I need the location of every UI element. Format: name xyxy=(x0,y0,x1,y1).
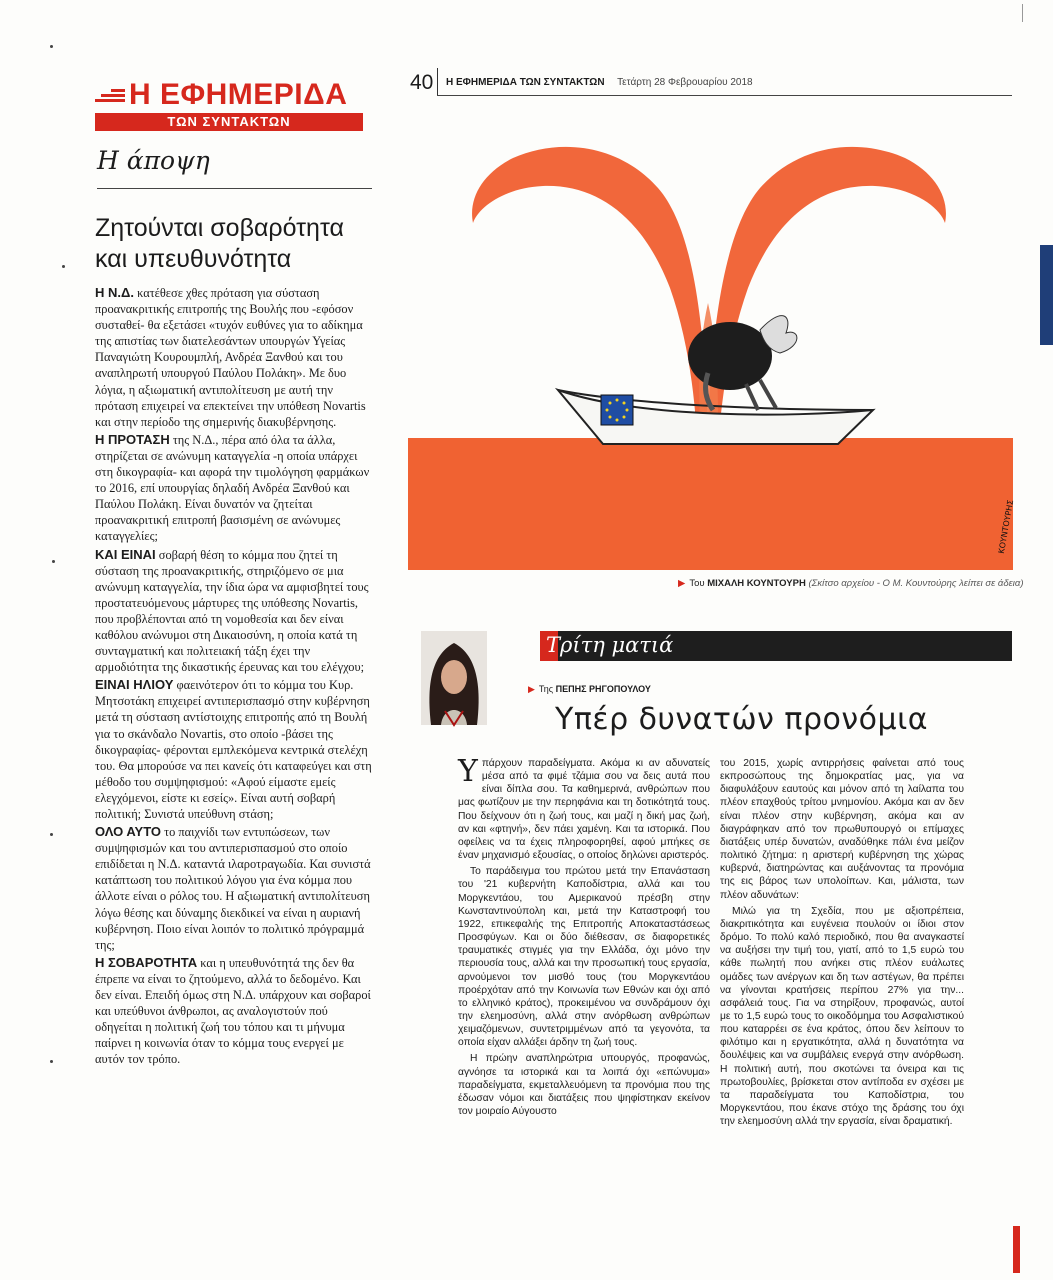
columnist-portrait xyxy=(421,631,487,725)
masthead-title xyxy=(95,78,363,112)
editorial-body xyxy=(95,285,375,1070)
page-header-date: Τετάρτη 28 Φεβρουαρίου 2018 xyxy=(617,77,753,88)
scan-dot xyxy=(62,265,65,268)
page-header-rule xyxy=(437,95,1012,96)
page-header-paper-name: Η ΕΦΗΜΕΡΙΔΑ ΤΩΝ ΣΥΝΤΑΚΤΩΝ xyxy=(446,77,605,88)
scan-dot xyxy=(52,560,55,563)
scan-dot xyxy=(50,833,53,836)
editorial-paragraph-lead: Η ΠΡΟΤΑΣΗ xyxy=(95,431,170,447)
editorial-paragraph xyxy=(95,955,375,1068)
column-headline: Υπέρ δυνατών προνόμια xyxy=(555,702,928,737)
column-name xyxy=(546,633,673,657)
byline-prefix: Της xyxy=(538,684,556,694)
page-edge-tab xyxy=(1040,245,1053,345)
scan-dot xyxy=(50,1060,53,1063)
column-dropcap: Υ xyxy=(458,754,478,789)
editorial-paragraph-lead: ΟΛΟ ΑΥΤΟ xyxy=(95,824,162,840)
cartoon-signature: ΚΟΥΝΤΟΥΡΗΣ xyxy=(996,499,1016,555)
column-paragraph xyxy=(458,754,710,862)
byline-author: ΠΕΠΗΣ ΡΗΓΟΠΟΥΛΟΥ xyxy=(555,684,651,694)
editorial-paragraph-lead: ΕΙΝΑΙ ΗΛΙΟΥ xyxy=(95,677,174,693)
column-paragraph: του 2015, χωρίς αντιρρήσεις φαίνεται από τους εκπροσώπους της δημοκρατίας μας, για να διαφυλάξουν εαυτούς και μόνον από τη λαίλαπα του πλέον επαχθούς τρίτου μνημονίου. Ακόμα και αν δεν είναι πλέον στην κυβέρνηση, ακόμα και αν διαγράφηκαν από τον πρωθυπουργό οι επίμαχες διατάξεις υπέρ δυνατών, αναδύθηκε πάλι ένα μείζον πολιτικό ζήτημα: η αριστερή κυβέρνηση της χώρας κυβερνά, διατηρώντας και αυξάνοντας τα προνόμια της εις βάρος των υπολοίπων. Και, μάλιστα, των πλέον αδυνάτων: xyxy=(720,758,964,901)
editorial-paragraph xyxy=(95,432,375,545)
editorial-paragraph-text: της Ν.Δ., πέρα από όλα τα άλλα, στηρίζεται σε ανώνυμη καταγγελία -η οποία υπάρχει στη δικογραφία- και αφορά την τιμολόγηση φαρμάκων το 2016, επί υπουργίας δηλαδή Ανδρέα Ξανθού και Παύλου Πολάκη. Είναι δυνατόν να ζητείται προανακριτική επιτροπή βασισμένη σε ανώνυμες καταγγελίες; xyxy=(95,432,370,544)
column-paragraph: Το παράδειγμα του πρώτου μετά την Επανάσταση του '21 κυβερνήτη Καποδίστρια, αλλά και του Μοργκεντάου, του Αμερικανού πρέσβη στην Κωνσταντινούπολη και, μετά την Καταστροφή του 1922, επικεφαλής της Επιτροπής Αποκαταστάσεως Προσφύγων. Και οι δύο διέθεσαν, σε διαφορετικές τραυματικές στιγμές για την Ελλάδα, όχι μόνο την περιουσία τους, αλλά και την προσωπική τους εργασία, αρνούμενοι τον μισθό τους (του Μοργκεντάου προέρχόταν από την Κοινωνία των Εθνών και όχι από το ελληνικό κράτος), προκειμένου να συνδράμουν όχι την ελεημοσύνη, αλλά στην ανόρθωση ανθρώπων χειμαζόμενων, συντετριμμένων από τα γεγονότα, τα οποία είχαν αλλάξει άρδην τη ζωή τους. xyxy=(458,866,710,1049)
masthead-title-text: Η ΕΦΗΜΕΡΙΔΑ xyxy=(129,78,348,111)
fountain-spray xyxy=(472,147,708,423)
page-number: 40 xyxy=(410,71,434,94)
column-paragraph-text: πάρχουν παραδείγματα. Ακόμα κι αν αδυνατείς μέσα από τα φιμέ τζάμια σου να δεις αυτά που είναι δίπλα σου. Τα καθημερινά, ανθρώπων που μας φωτίζουν με την περηφάνια και τη δοτικότητά τους. Που δείχνουν ότι η ζωή τους, και μαζί η δική μας ζωή, αν και «φτηνή», δεν πάει χαμένη. Και τα ιστορικά. Που οφείλεις να τα έχεις πληροφορηθεί, αφού μπήκες σε έναν μηχανισμό εξουσίας, ο οποίος δηλώνει αριστερός. xyxy=(458,758,710,862)
column-name-rest: ρίτη ματιά xyxy=(560,633,674,657)
caption-author: ΜΙΧΑΛΗ ΚΟΥΝΤΟΥΡΗ xyxy=(707,578,806,589)
page-corner-mark xyxy=(1022,4,1023,22)
column-text-right xyxy=(720,757,964,1131)
column-text-left xyxy=(458,754,710,1121)
page-header xyxy=(446,77,753,88)
caption-note: (Σκίτσο αρχείου - Ο Μ. Κουντούρης λείπει σε άδεια) xyxy=(805,578,1024,589)
column-paragraph: Μιλώ για τη Σχεδία, που με αξιοπρέπεια, διακριτικότητα και ευγένεια πουλούν οι ίδιοι στον δρόμο. Το πολύ καλό περιοδικό, που θα αναγκαστεί να αυξήσει την τιμή του, γιατί, από το 1,5 ευρώ του κάθε πωλητή που ανήκει στις πλέον ευάλωτες ομάδες των ανέργων και δη των αστέγων, θα πρέπει να γίνονται κρατήσεις περίπου 27% για την... ασφάλειά τους. Για να στηρίξουν, προφανώς, αυτοί με το 1,5 ευρώ τους το οικοδόμημα του Ασφαλιστικού που καταρρέει σε ένα κράτος, όπου δεν λείπουν το φιλότιμο και η εργατικότητα, αλλά η δυνατότητα να δουλέψεις και να συμβάλεις ενεργά στην ανόρθωση. Η πολιτική αυτή, που σκοτώνει τα όνειρα και τις πρωτοβουλίες, βρίσκεται στον αντίποδα εν σχέσει με τα παραδείγματα του Καποδίστρια, του Μοργκεντάου, που έκανε στόχο της δράσης του όχι την ελεημοσύνη αλλά την εργασία, είναι δραματική. xyxy=(720,905,964,1128)
editorial-paragraph xyxy=(95,677,375,822)
column-title-bar xyxy=(540,631,1012,661)
masthead-subtitle: ΤΩΝ ΣΥΝΤΑΚΤΩΝ xyxy=(95,113,363,131)
editorial-paragraph xyxy=(95,547,375,676)
column-byline xyxy=(528,684,651,695)
editorial-paragraph-text: και η υπευθυνότητά της δεν θα έπρεπε να είναι το ζητούμενο, αλλά το δεδομένο. Και δεν είναι. Επειδή όμως στη Ν.Δ. υπάρχουν και σοβαροί και υπεύθυνοι άνθρωποι, ας αναλογιστούν πού οδηγείται η πολιτική ζωή του τόπου και τι μήνυμα παίρνει η κοινωνία όταν το κόμμα τους ενεργεί με αυτόν τον τρόπο. xyxy=(95,955,371,1067)
editorial-paragraph xyxy=(95,285,375,430)
editorial-paragraph-lead: ΚΑΙ ΕΙΝΑΙ xyxy=(95,546,156,562)
section-label: Η άποψη xyxy=(97,146,210,175)
ostrich-body xyxy=(688,322,772,390)
newspaper-masthead xyxy=(95,78,363,131)
byline-triangle-icon: ▶ xyxy=(528,684,535,694)
page-edge-marker xyxy=(1013,1226,1020,1273)
editorial-paragraph-text: φαεινότερον ότι το κόμμα του Κυρ. Μητσοτάκη επιχειρεί αντιπερισπασμό στην κυβέρνηση μετά τη σύσταση αντίστοιχης επιτροπής από τη Βουλή για το σκάνδαλο Novartis, στο οποίο -βάσει της δικογραφίας- φέρονται εμπλεκόμενα κεντρικά στελέχη του. Θα μπορούσε να πει κανείς ότι καταφεύγει και στη μέθοδο του συμψηφισμού: «Αφού είμαστε εμείς ελεγχόμενοι, είστε κι εσείς». Είναι αυτή σοβαρή πολιτική; Συνιστά υπεύθυνη στάση; xyxy=(95,678,372,821)
column-initial: Τ xyxy=(546,633,561,657)
editorial-paragraph-text: το παιχνίδι των εντυπώσεων, των συμψηφισμών και του αντιπερισπασμού στο οποίο επιδίδεται η Ν.Δ. καταντά ιλαροτραγωδία. Και συνιστά κατάπτωση του πολιτικού λόγου για ένα κόμμα που άλλοτε είναι ο ρόλος του. Η αξιωματική αντιπολίτευση λόγω θέσης και δύναμης διεκδικεί να είναι η αυριανή κυβέρνηση. Ποιο είναι λοιπόν το πολιτικό πρόγραμμά της; xyxy=(95,825,371,952)
editorial-paragraph-text: σοβαρή θέση το κόμμα που ζητεί τη σύσταση της προανακριτικής, στηριζόμενο σε μια ανώνυμη καταγγελία, την ίδια ώρα να αμφισβητεί τους προστατευόμενους μάρτυρες της υπόθεσης Novartis, που προβλέπονται από τη νομοθεσία και δεν είναι καθόλου ανώνυμοι στη Δικαιοσύνη, η οποία κατά τη συνταγματική και πολιτειακή τάξη έχει την αρμοδιότητα της δικαστικής έρευνας και του ελέγχου; xyxy=(95,547,369,675)
caption-triangle-icon: ▶ xyxy=(678,578,686,589)
page-number-divider xyxy=(437,68,438,96)
sea xyxy=(408,438,1016,570)
editorial-headline: Ζητούνται σοβαρότητα και υπευθυνότητα xyxy=(95,214,344,273)
cartoon-illustration xyxy=(408,118,1016,570)
editorial-paragraph xyxy=(95,824,375,953)
editorial-paragraph-lead: Η ΣΟΒΑΡΟΤΗΤΑ xyxy=(95,954,198,970)
cartoon-caption xyxy=(678,578,1024,589)
editorial-paragraph-lead: Η Ν.Δ. xyxy=(95,285,134,300)
masthead-speed-lines-icon xyxy=(95,87,125,103)
editorial-paragraph-text: κατέθεσε χθες πρόταση για σύσταση προανακριτικής επιτροπής της Βουλής που -εφόσον συσταθεί- θα εξετάσει «τυχόν ευθύνες για το αδίκημα της απιστίας των διατελεσάντων υπουργών Υγείας Παναγιώτη Κουρουμπλή, Ανδρέα Ξανθού και του αναπληρωτή υπουργού Παύλου Πολάκη». Με δυο λόγια, η αξιωματική αντιπολίτευση με αυτή την πρόταση επιχειρεί να επεκτείνει την υπόθεση Novartis και στην περίοδο της σημερινής διακυβέρνησης. xyxy=(95,286,366,429)
scan-dot xyxy=(50,45,53,48)
column-paragraph: Η πρώην αναπληρώτρια υπουργός, προφανώς, αγνόησε τα ιστορικά και τα λοιπά όχι «επώνυμα» παραδείγματα, εκμεταλλευόμενη τα προνόμια που της έδωσαν νόμοι και διατάξεις που ψηφίστηκαν εκείνον τον μοιραίο Αύγουστο xyxy=(458,1053,710,1118)
caption-prefix: Του xyxy=(689,578,708,589)
section-divider xyxy=(97,188,372,189)
